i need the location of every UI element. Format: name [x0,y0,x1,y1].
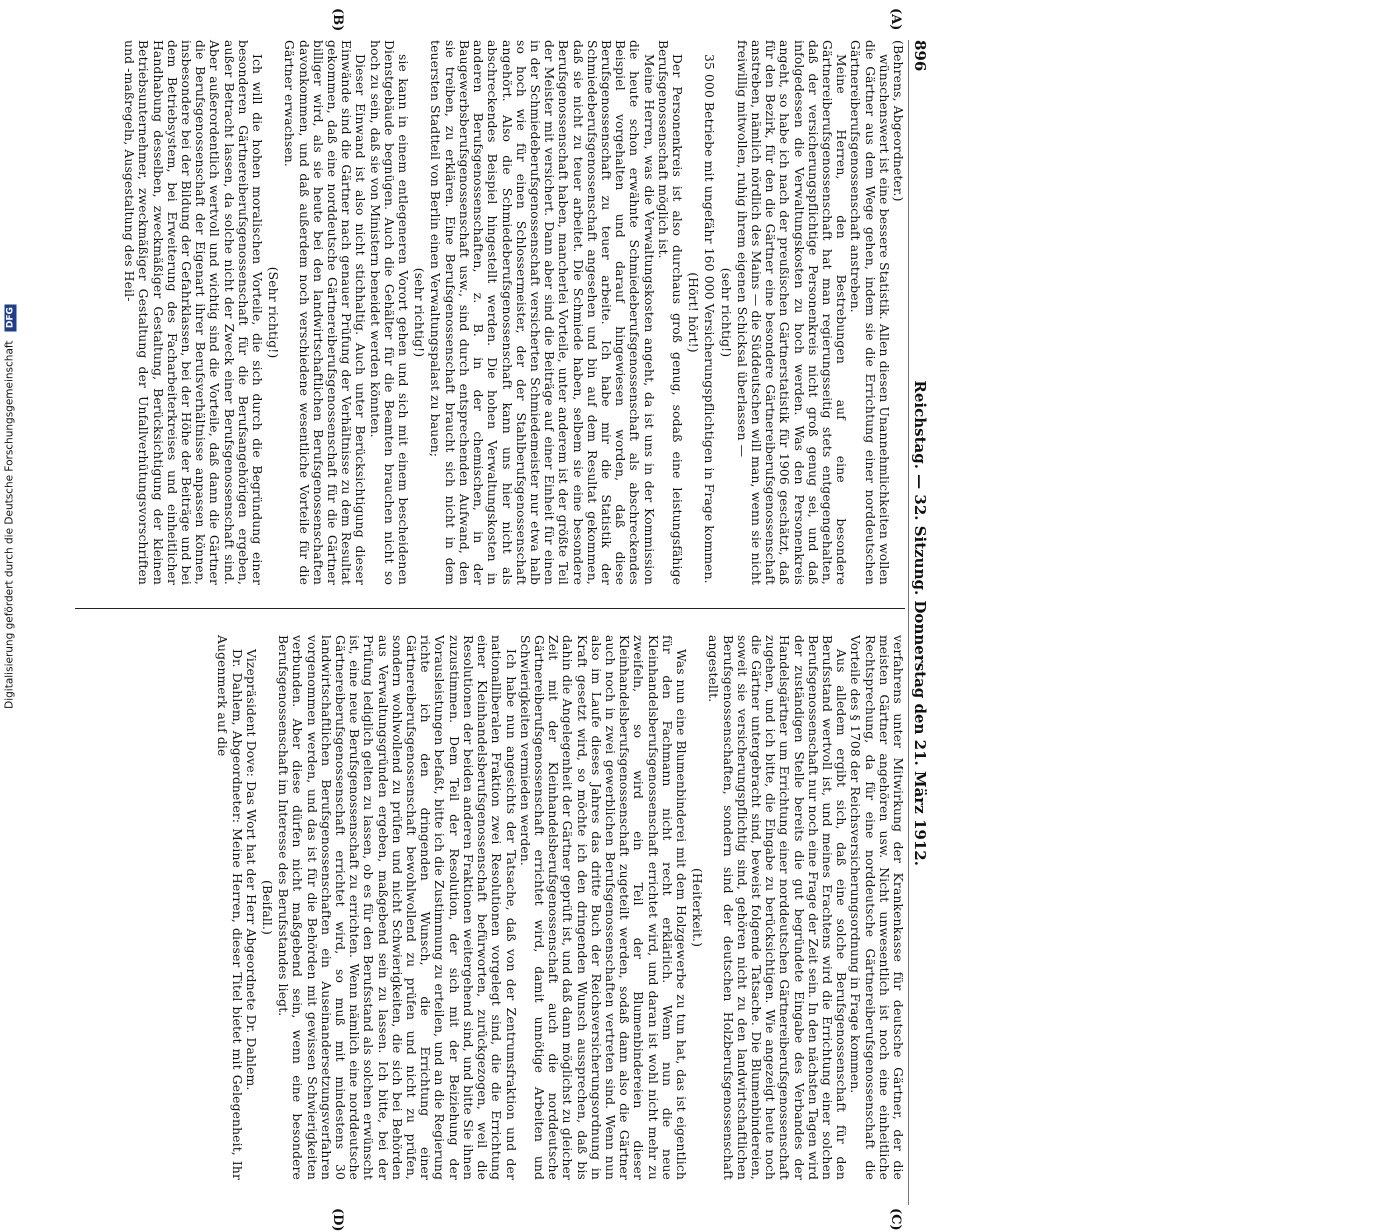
marker-a: (A) [888,8,903,31]
paragraph: 35 000 Betriebe mit ungefähr 160 000 Versicherungspflichtigen in Frage kommen. [702,54,717,584]
header-title: Reichstag. — 32. Sitzung. Donnerstag den 21. März 1912. [911,380,929,866]
paragraph: Dr. Dahlem, Abgeordneter: Meine Herren, dieser Titel bietet mit Gelegenheit, Ihr Augenmerk auf die [215,635,244,1180]
interjection: (sehr richtig!) [412,267,427,358]
interjection: (Sehr richtig!) [266,266,281,359]
paragraph: wünschenswert ist eine bessere Statistik. Allen diesen Unannehmlichkeiten wollen die Gärtner aus dem Wege gehen, indem sie die Errichtung einer norddeutschen Gärtnereiberufsgenossenschaft anstreben. [848,40,891,585]
paragraph: Ich habe nun angesichts der Tatsache, daß von der Zentrumsfraktion und der nationalliberalen Fraktion zwei Resolutionen vorgelegt sind, die die Errichtung einer Kleinhandelsberufsgenossenschaft befürworten, zurückgezogen, weil die Resolutionen der beiden anderen Fraktionen weitergehend sind, und bitte Sie ihnen zuzustimmen. Dem Teil der Resolution, der sich mit der Beiziehung der Vorausleistungen befaßt, bitte ich die Zustimmung zu erteilen, und an die Regierung richte ich den dringenden Wunsch, die Errichtung einer Gärtnereiberufsgenossenschaft bewohlwollend zu prüfen und nicht zu prüfen, sondern wohlwollend zu prüfen und nicht Schwierigkeiten, die sich bei Behörden aus Verwaltungsgründen ergeben, maßgebend sein zu lassen. Ich bitte, bei der Prüfung lediglich gelten zu lassen, ob es für den Berufsstand als solchen erwünscht ist, eine neue Berufsgenossenschaft zu errichten. Wenn nämlich eine norddeutsche Gärtnereiberufsgenossenschaft errichtet wird, so muß mit mindestens 30 landwirtschaftlichen Berufsgenossenschaften ein Auseinandersetzungsverfahren vorgenommen werden, und das ist für die Behörden mit gewissen Schwierigkeiten verbunden. Aber diese dürfen nicht maßgebend sein, wenn eine besondere Berufsgenossenschaft im Interesse des Berufsstandes liegt. [276,635,518,1180]
marker-d: (D) [330,1208,345,1232]
right-column [75,635,905,1180]
interjection: (Hört! hört!) [686,272,701,353]
document-sheet [75,8,935,1232]
paragraph: Aus alledem ergibt sich, daß eine solche Berufsgenossenschaft für den Berufsstand wertvoll ist, und meines Erachtens wird die Errichtung einer solchen Berufsgenossenschaft nur noch eine Frage der Zeit sein. In den nächsten Tagen wird der zuständigen Stelle bereits die gut begründete Eingabe des Verbandes der Handelsgärtner um Errichtung einer norddeutschen Gärtnereiberufsgenossenschaft zugehen, und ich bitte, die Eingabe zu berücksichtigen. Wie angezeigt heute noch die Gärtner untergebracht sind, beweist folgende Tatsache. Die Blumenbindereien, soweit sie versicherungspflichtig sind, gehören nicht zu den landwirtschaftlichen Berufsgenossenschaften, sondern sind der deutschen Holzberufsgenossenschaft angestellt. [706,635,849,1180]
marker-b: (B) [330,8,345,32]
paragraph: Der Personenkreis ist also durchaus groß genug, sodaß eine leistungsfähige Berufsgenossenschaft möglich ist. [655,40,684,585]
column-divider [75,608,905,609]
interjection: (Beifall.) [260,880,275,935]
paragraph: Vizepräsident Dove: Das Wort hat der Herr Abgeordnete Dr. Dahlem. [243,649,258,1091]
footer-strip [0,0,20,1000]
page-header [908,40,935,1205]
page-number: 896 [911,40,929,72]
interjection: (Heiterkeit.) [690,867,705,948]
interjection: (sehr richtig!) [718,267,733,358]
paragraph: Was nun eine Blumenbinderei mit dem Holzgewerbe zu tun hat, das ist eigentlich für den Fachmann nicht recht erklärlich. Wenn nun die neue Kleinhandelsberufsgenossenschaft errichtet wird, und daran ist wohl nicht mehr zu zweifeln, so wird ein Teil der Blumenbindereien dieser Kleinhandelsberufsgenossenschaft zugeteilt werden, sodaß dann also die Gärtner auch noch in zwei gewerblichen Berufsgenossenschaften vertreten sind. Wenn nun also im Laufe dieses Jahres das dritte Buch der Reichsversicherungsordnung in Kraft gesetzt wird, so möchte ich den dringenden Wunsch aussprechen, daß bis dahin die Angelegenheit der Gärtner geprüft ist, und daß dann möglichst zu gleicher Zeit mit der Kleinhandelsberufsgenossenschaft auch die norddeutsche Gärtnereiberufsgenossenschaft errichtet wird, damit unnötige Arbeiten und Schwierigkeiten vermieden werden. [517,635,688,1180]
marker-c: (C) [888,1208,903,1231]
rotated-page [75,8,935,1232]
paragraph: sie kann in einem entlegeneren Vorort gehen und sich mit einem bescheidenen Dienstgebäude begnügen. Auch die Gehälter für die Beamten brauchen nicht so hoch zu sein, daß sie von Ministern beneidet werden könnten. [367,40,411,585]
footer-credit [4,37,17,977]
paragraph: Ich will die hohen moralischen Vorteile, die sich durch die Begründung einer besonderen Gärtnereiberufsgenossenschaft für die Berufsangehörigen ergeben, außer Betracht lassen, da solche nicht der Zweck einer Berufsgenossenschaft sind. Aber außerordentlich wertvoll und wichtig sind die Vorteile, daß dann die Gärtner die Berufsgenossenschaft der Eigenart ihrer Berufsverhältnisse anpassen können, insbesondere bei der Bildung der Gefahrklassen, bei der Höhe der Beiträge und bei dem Betriebsystem, bei Erweiterung des Facharbeiterkreises und einheitlicher Handhabung desselben, zweckmäßiger Gestaltung, Berücksichtigung der kleinen Betriebsunternehmer, zweckmäßiger Gestaltung der Unfallverhütungsvorschriften und -maßregeln, Ausgestaltung des Heil- [122,40,265,585]
left-column [75,40,905,585]
paragraph: Dieser Einwand ist also nicht stichhaltig. Auch unter Berücksichtigung dieser Einwände sind die Gärtner nach genauer Prüfung der Verhältnisse zu dem Resultat gekommen, daß eine norddeutsche Gärtnereiberufsgenossenschaft für die Gärtner billiger wird, als sie heute bei den landwirtschaftlichen Berufsgenossenschaften davonkommen, und daß außerdem noch verschiedene wesentliche Vorteile für die Gärtner erwachsen. [282,40,368,585]
paragraph: verfahrens unter Mitwirkung der Krankenkasse für deutsche Gärtner, der die meisten Gärtner angehören usw. Nicht unwesentlich ist noch eine einheitliche Rechtsprechung, da für eine norddeutsche Gärtnereiberufsgenossenschaft die Vorteile des § 1708 der Reichsversicherungsordnung in Frage kommen. [848,635,905,1180]
dfg-logo: DFG [5,304,17,331]
paragraph: Meine Herren, den Bestrebungen auf eine besondere Gärtnereiberufsgenossenschaft hat man regierungsseitig stets entgegengehalten, daß der versicherungspflichtige Personenkreis nicht groß genug sei, und daß infolgedessen die Verwaltungskosten zu hoch werden. Was den Personenkreis angeht, so habe ich nach der preußischen Gärtnerstatistik für 1906 geschätzt, daß für den Bezirk, für den die Gärtner eine besondere Gärtnereiberufsgenossenschaft anstreben, nämlich nördlich des Mains — die Süddeutschen will man, wenn sie nicht freiwillig mitwollen, ruhig ihrem eigenen Schicksal überlassen — [734,40,849,585]
paragraph: (Behrens, Abgeordneter.) [891,40,905,202]
footer-text: Digitalisierung gefördert durch die Deutsche Forschungsgemeinschaft [3,340,16,709]
paragraph: Meine Herren, was die Verwaltungskosten angeht, da ist uns in der Kommission die heute schon erwähnte Schmiedeberufsgenossenschaft als abschreckendes Beispiel vorgehalten und darauf hingewiesen worden, daß diese Berufsgenossenschaft zu teuer arbeite. Ich habe mir die Statistik der Schmiedeberufsgenossenschaft angesehen und bin auf dem Resultat gekommen, daß sie nicht zu teuer arbeitet. Die Schmiede haben, selbem sie eine besondere Berufsgenossenschaft haben, mancherlei Vorteile, unter anderem ist der größte Teil der Meister mit versichert. Dann aber sind die Beiträge auf einer Einheit für einen in der Schmiedeberufsgenossenschaft versicherten Schmiedemeister nur etwa halb so hoch wie für einen Schlossermeister, der der Stahlberufsgenossenschaft angehört. Also die Schmiedeberufsgenossenschaft kann uns hier nicht als abschreckendes Beispiel hingestellt werden. Die hohen Verwaltungskosten in anderen Berufsgenossenschaften, z. B. in der chemischen, in der Baugewerbsberufsgenossenschaft usw., sind durch entsprechenden Aufwand, den sie treiben, zu erklären. Eine Berufsgenossenschaft braucht sich nicht in dem teuersten Stadtteil von Berlin einen Verwaltungspalast zu bauen; [428,40,656,585]
